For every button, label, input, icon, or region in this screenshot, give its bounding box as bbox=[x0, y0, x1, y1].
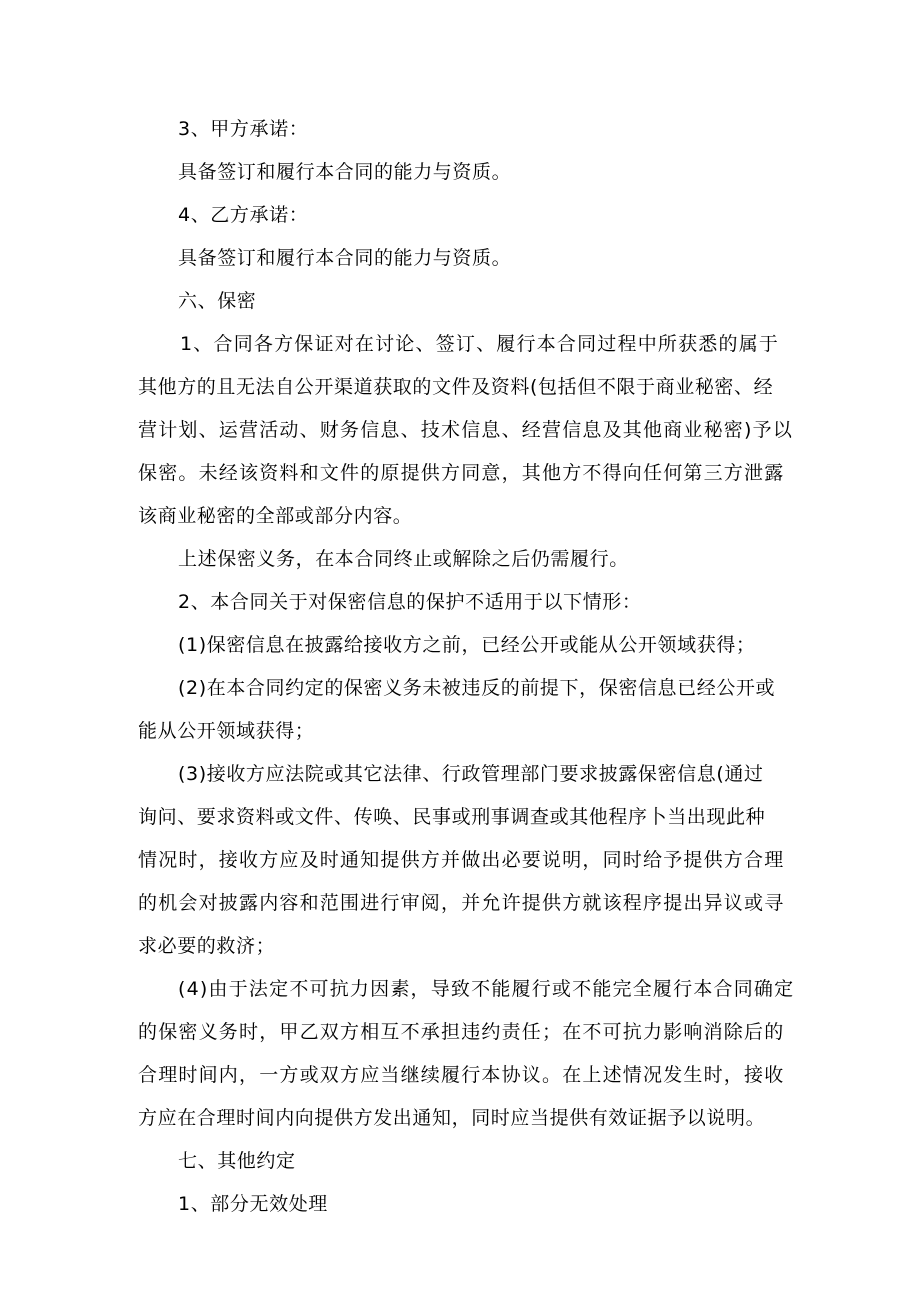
paragraph-line: 求必要的救济； bbox=[138, 935, 276, 957]
clause-3-heading: 3、甲方承诺： bbox=[178, 118, 309, 140]
paragraph-line: (2)在本合同约定的保密义务未被违反的前提下，保密信息已经公开或 bbox=[178, 677, 776, 699]
paragraph-line: (3)接收方应法院或其它法律、行政管理部门要求披露保密信息(通过 bbox=[178, 763, 764, 785]
paragraph-line: 方应在合理时间内向提供方发出通知，同时应当提供有效证据予以说明。 bbox=[138, 1107, 766, 1129]
paragraph-line: (4)由于法定不可抗力因素，导致不能履行或不能完全履行本合同确定 bbox=[178, 978, 795, 1000]
paragraph-line: 上述保密义务，在本合同终止或解除之后仍需履行。 bbox=[178, 548, 629, 570]
section-6-heading: 六、保密 bbox=[178, 290, 257, 312]
clause-3-text: 具备签订和履行本合同的能力与资质。 bbox=[178, 161, 512, 183]
paragraph-line: 合理时间内，一方或双方应当继续履行本协议。在上述情况发生时，接收 bbox=[138, 1064, 785, 1086]
paragraph-line: 2、本合同关于对保密信息的保护不适用于以下情形： bbox=[178, 591, 642, 613]
paragraph-line: 营计划、运营活动、财务信息、技术信息、经营信息及其他商业秘密)予以 bbox=[138, 419, 794, 441]
paragraph-line: 的保密义务时，甲乙双方相互不承担违约责任；在不可抗力影响消除后的 bbox=[138, 1021, 785, 1043]
paragraph-line: 1、合同各方保证对在讨论、签订、履行本合同过程中所获悉的属于 bbox=[180, 333, 780, 355]
paragraph-line: 的机会对披露内容和范围进行审阅，并允许提供方就该程序提出异议或寻 bbox=[138, 892, 785, 914]
paragraph-line: (1)保密信息在披露给接收方之前，已经公开或能从公开领域获得； bbox=[178, 634, 756, 656]
paragraph-line: 其他方的且无法自公开渠道获取的文件及资料(包括但不限于商业秘密、经 bbox=[138, 376, 774, 398]
clause-4-heading: 4、乙方承诺： bbox=[178, 204, 309, 226]
paragraph-line: 情况时，接收方应及时通知提供方并做出必要说明，同时给予提供方合理 bbox=[138, 849, 785, 871]
paragraph-line: 询问、要求资料或文件、传唤、民事或刑事调查或其他程序卜当出现此种 bbox=[138, 806, 766, 828]
clause-4-text: 具备签订和履行本合同的能力与资质。 bbox=[178, 247, 512, 269]
paragraph-line: 保密。未经该资料和文件的原提供方同意，其他方不得向任何第三方泄露 bbox=[138, 462, 785, 484]
paragraph-line: 能从公开领域获得； bbox=[138, 720, 315, 742]
clause-7-1-heading: 1、部分无效处理 bbox=[178, 1193, 328, 1215]
section-7-heading: 七、其他约定 bbox=[178, 1150, 296, 1172]
paragraph-line: 该商业秘密的全部或部分内容。 bbox=[138, 505, 413, 527]
